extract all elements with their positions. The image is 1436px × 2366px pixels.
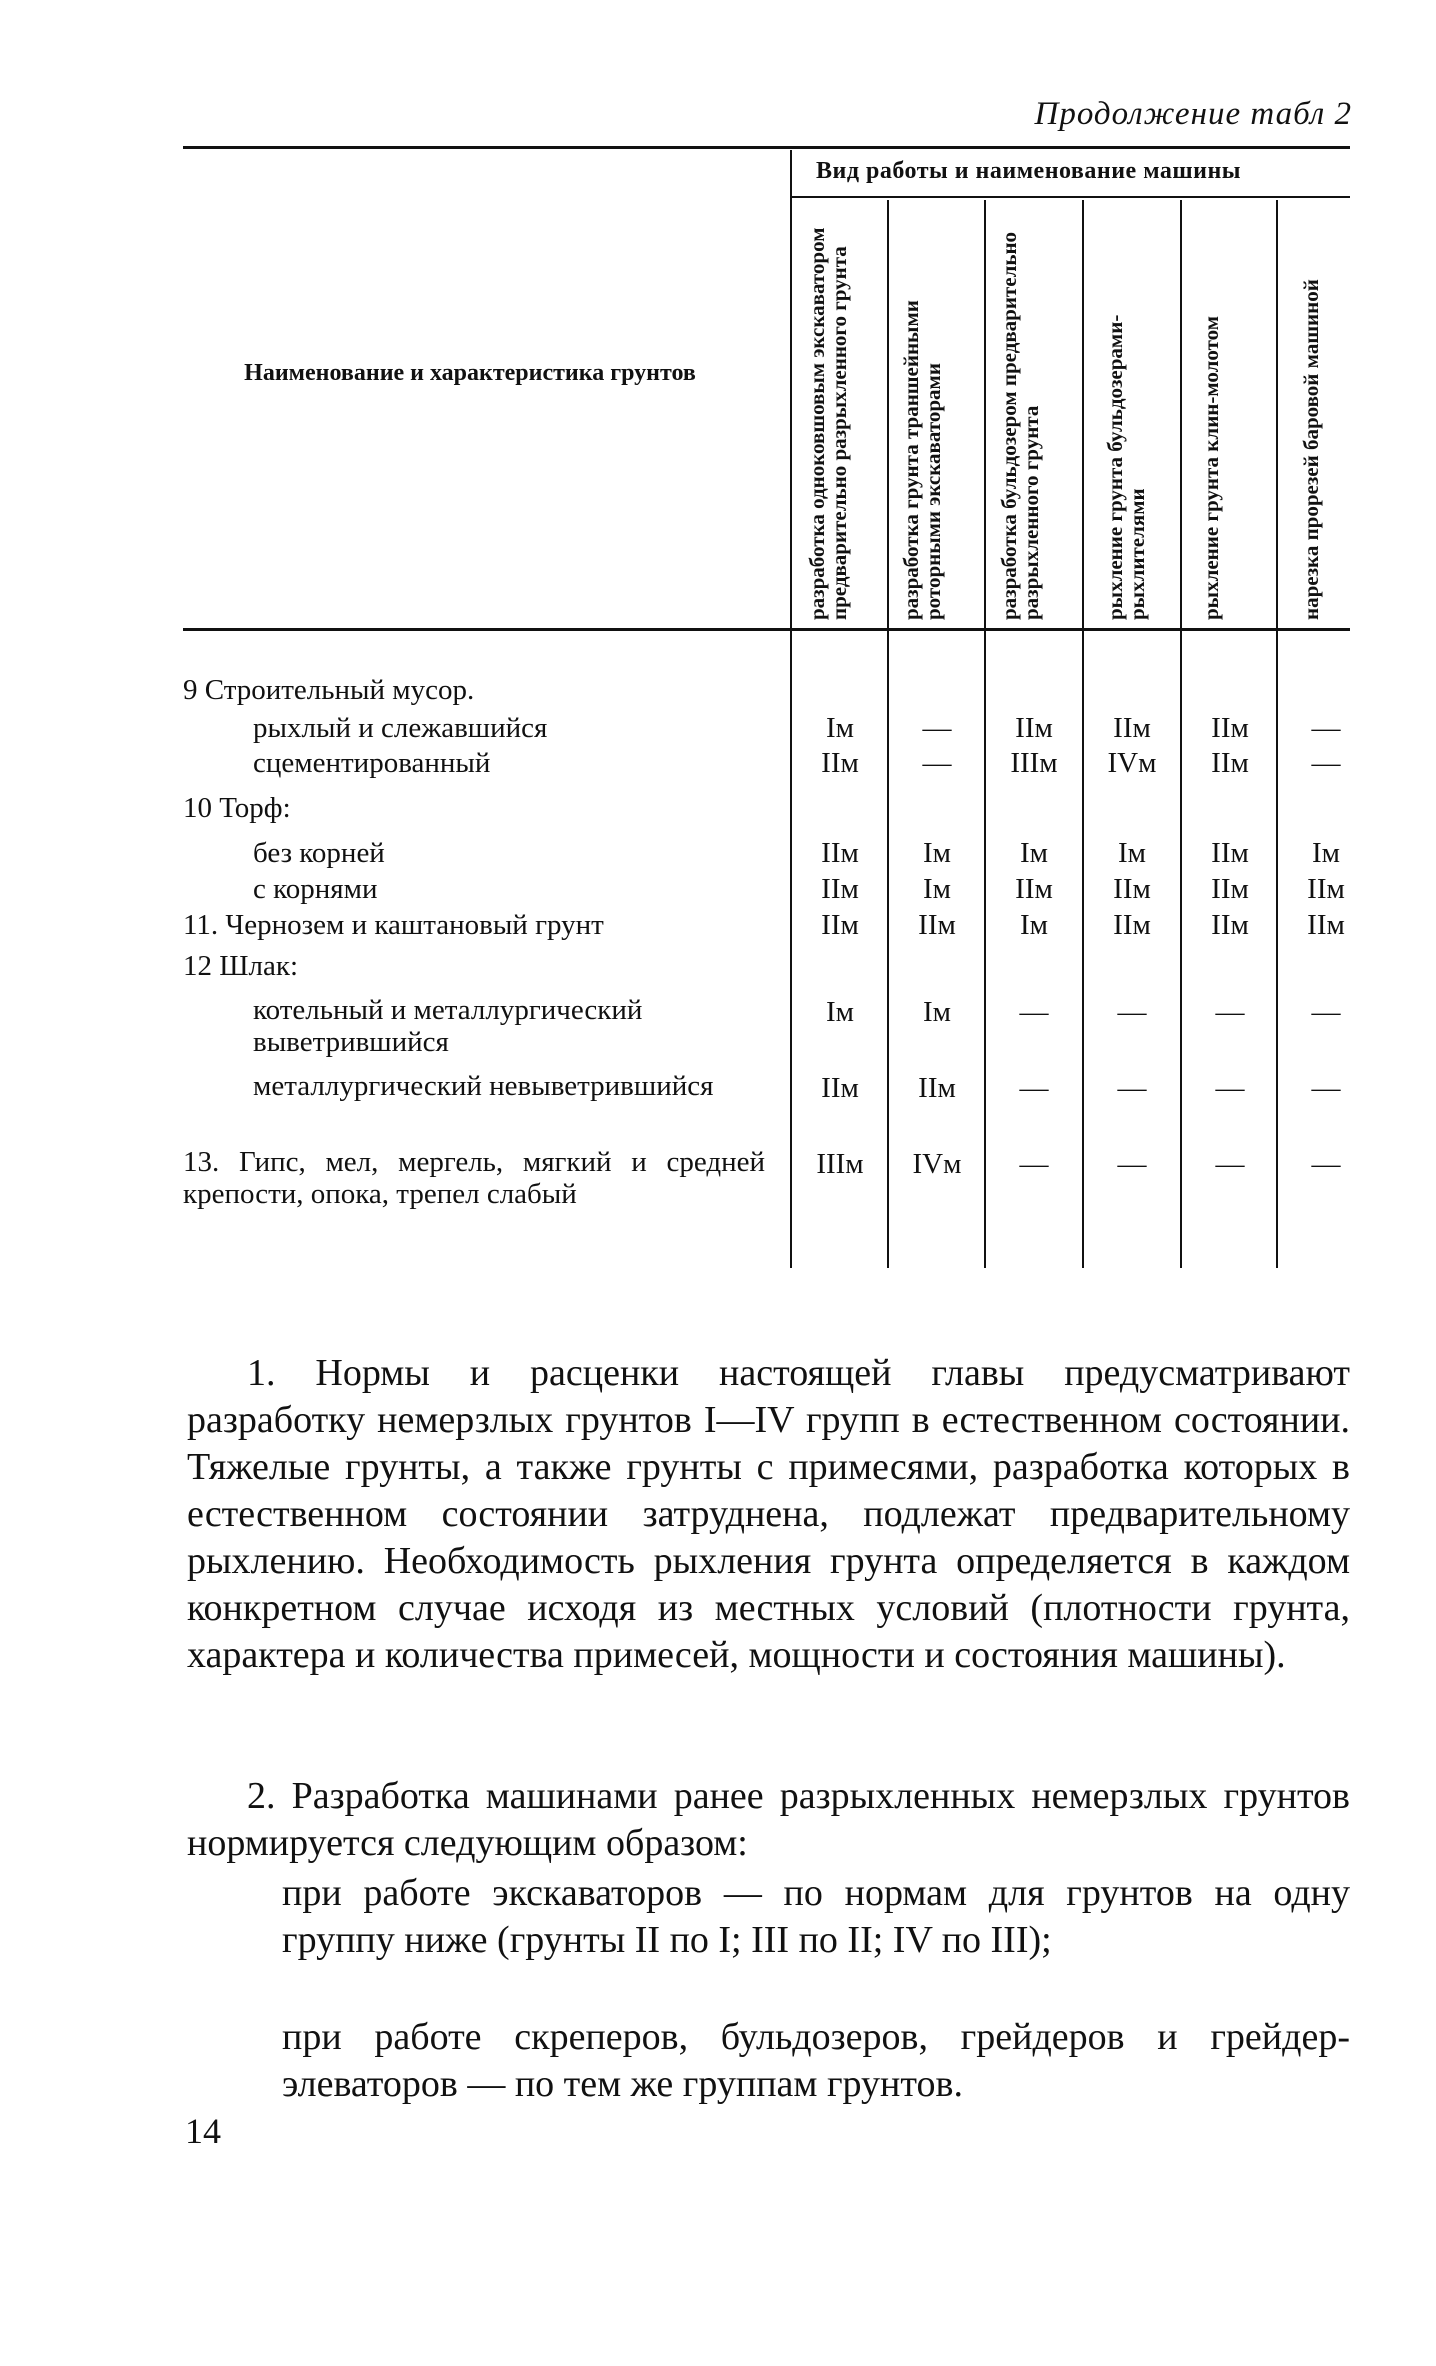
- table-cell: IIм: [821, 1072, 859, 1104]
- table-cell: —: [1311, 712, 1341, 744]
- table-cell: —: [1019, 996, 1049, 1028]
- row-label: металлургический невыветрившийся: [253, 1070, 714, 1102]
- table-cell: IIм: [821, 909, 859, 941]
- table-cell: —: [1117, 1148, 1147, 1180]
- table-cell: Iм: [922, 873, 951, 905]
- table-cell: IIм: [1211, 747, 1249, 779]
- table-cell: IIм: [1211, 712, 1249, 744]
- row-label: с корнями: [253, 873, 378, 905]
- column-header-5: рыхление грунта клин-молотом: [1199, 315, 1223, 620]
- page-number: 14: [185, 2111, 221, 2151]
- table-cell: IVм: [1107, 747, 1157, 779]
- table-cell: Iм: [1019, 909, 1048, 941]
- column-header-1: разработка одноковшовым экскаватором предварительно разрыхленного грунта: [805, 227, 851, 620]
- table-cell: IIм: [1211, 837, 1249, 869]
- row-label: 10 Торф:: [183, 792, 291, 824]
- column-header-2: разработка грунта траншейными роторными экскаваторами: [899, 300, 945, 620]
- table-cell: —: [1019, 1148, 1049, 1180]
- table-cell: IIм: [1113, 873, 1151, 905]
- table-cell: —: [1117, 1072, 1147, 1104]
- table-cell: IIIм: [816, 1148, 864, 1180]
- row-label: котельный и металлургический выветрившийся: [253, 994, 643, 1058]
- table-cell: IIм: [821, 873, 859, 905]
- table-cell: —: [1311, 1072, 1341, 1104]
- table-cell: Iм: [1019, 837, 1048, 869]
- table-cell: IIм: [1015, 712, 1053, 744]
- row-label: рыхлый и слежавшийся: [253, 712, 548, 744]
- table-cell: Iм: [922, 996, 951, 1028]
- row-label: 13. Гипс, мел, мергель, мягкий и средней крепости, опока, трепел слабый: [183, 1146, 765, 1210]
- table-cell: Iм: [1311, 837, 1340, 869]
- row-label: сцементированный: [253, 747, 491, 779]
- table-cell: —: [1215, 1072, 1245, 1104]
- table-cell: IIм: [821, 837, 859, 869]
- table-cell: —: [922, 712, 952, 744]
- table-cell: —: [1311, 747, 1341, 779]
- table-cell: —: [1311, 1148, 1341, 1180]
- row-label: 9 Строительный мусор.: [183, 674, 475, 706]
- name-column-header: Наименование и характеристика грунтов: [244, 360, 696, 386]
- table-top-rule: [183, 146, 1350, 149]
- table-cell: IIм: [918, 909, 956, 941]
- table-cell: Iм: [1117, 837, 1146, 869]
- continuation-label: Продолжение табл 2: [1034, 96, 1352, 132]
- column-header-6: нарезка прорезей баровой машиной: [1299, 279, 1323, 620]
- table-cell: —: [1311, 996, 1341, 1028]
- table-cell: IIм: [1307, 909, 1345, 941]
- group-header-rule: [790, 196, 1350, 198]
- row-label: 12 Шлак:: [183, 950, 298, 982]
- table-cell: —: [1215, 1148, 1245, 1180]
- table-cell: IVм: [912, 1148, 962, 1180]
- column-header-4: рыхление грунта бульдозерами-рыхлителями: [1103, 314, 1149, 620]
- table-cell: IIм: [1015, 873, 1053, 905]
- table-cell: IIм: [1307, 873, 1345, 905]
- row-label: без корней: [253, 837, 385, 869]
- table-cell: IIм: [1113, 712, 1151, 744]
- table-cell: —: [1117, 996, 1147, 1028]
- row-label: 11. Чернозем и каштановый грунт: [183, 909, 604, 941]
- group-header: Вид работы и наименование машины: [816, 158, 1242, 184]
- table-cell: Iм: [825, 996, 854, 1028]
- table-cell: —: [1019, 1072, 1049, 1104]
- table-cell: IIIм: [1010, 747, 1058, 779]
- column-header-3: разработка бульдозером предварительно разрыхленного грунта: [997, 231, 1043, 620]
- table-cell: IIм: [918, 1072, 956, 1104]
- paragraph-3: при работе экскаваторов — по нормам для грунтов на одну группу ниже (грунты II по I; III по II; IV по III);: [282, 1872, 1350, 1961]
- table-cell: IIм: [821, 747, 859, 779]
- table-cell: IIм: [1113, 909, 1151, 941]
- table-cell: IIм: [1211, 909, 1249, 941]
- table-cell: —: [1215, 996, 1245, 1028]
- header-bottom-rule: [183, 628, 1350, 631]
- table-cell: IIм: [1211, 873, 1249, 905]
- paragraph-1: 1. Нормы и расценки настоящей главы предусматривают разработку немерзлых грунтов I—IV групп в естественном состоянии. Тяжелые грунты, а также грунты с примесями, разработка которых в естественном состоянии затруднена, подлежат предварительному рыхлению. Необходимость рыхления грунта определяется в каждом конкретном случае исходя из местных условий (плотности грунта, характера и количества примесей, мощности и состояния машины).: [187, 1352, 1350, 1676]
- paragraph-2: 2. Разработка машинами ранее разрыхленных немерзлых грунтов нормируется следующим образом:: [187, 1775, 1350, 1864]
- table-cell: —: [922, 747, 952, 779]
- paragraph-4: при работе скреперов, бульдозеров, грейдеров и грейдер-элеваторов — по тем же группам грунтов.: [282, 2016, 1350, 2105]
- table-cell: Iм: [922, 837, 951, 869]
- table-cell: Iм: [825, 712, 854, 744]
